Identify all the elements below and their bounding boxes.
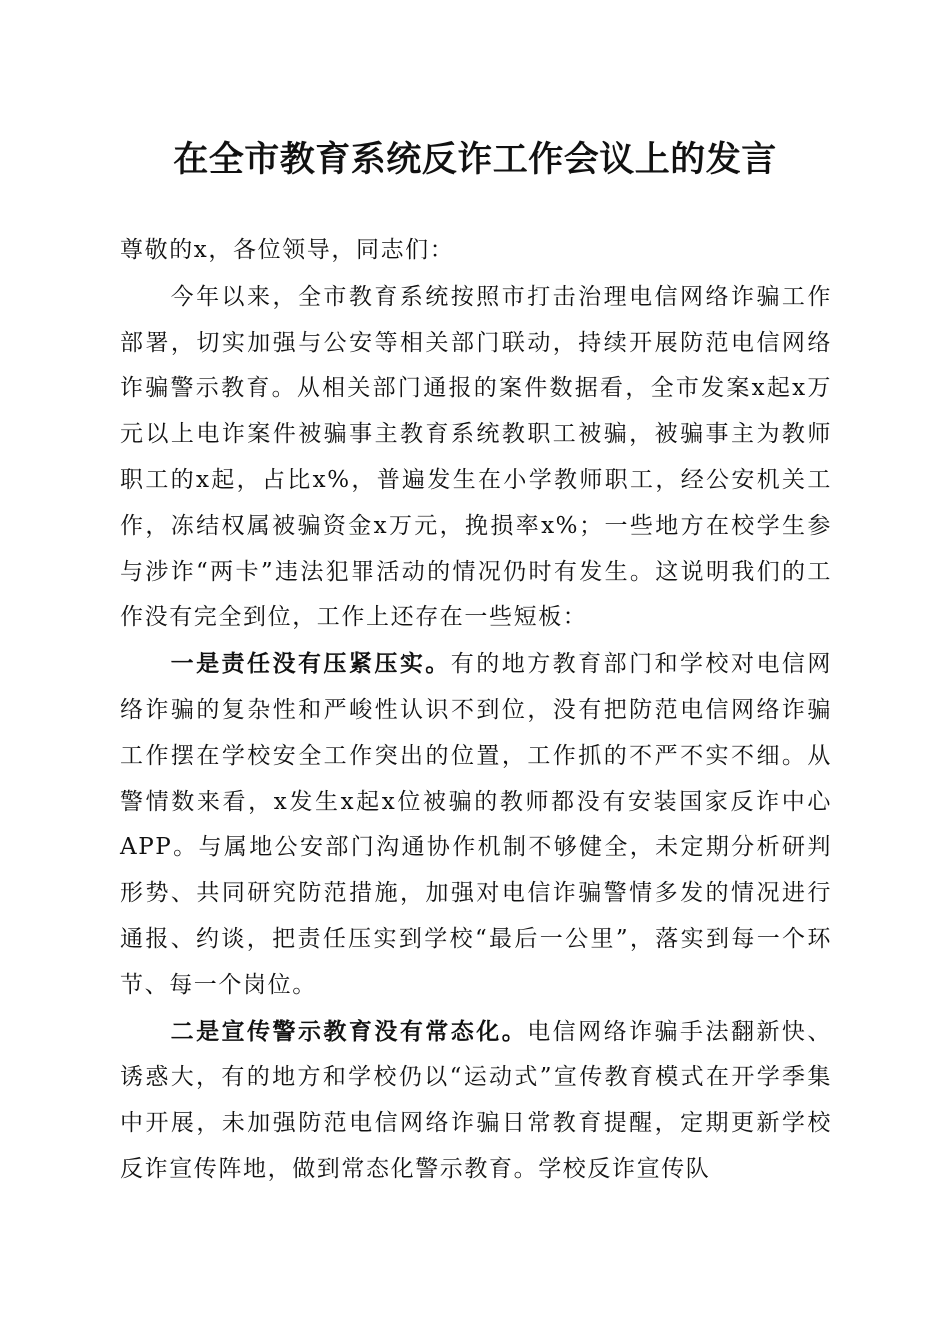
paragraph-text: 电信网络诈骗手法翻新快、诱惑大，有的地方和学校仍以“运动式”宣传教育模式在开学季集中开展，未加强防范电信网络诈骗日常教育提醒，定期更新学校反诈宣传阵地，做到常态化警示教育。学校反诈宣传队 (120, 1018, 832, 1182)
document-body (120, 228, 832, 1193)
salutation: 尊敬的x，各位领导，同志们： (120, 237, 455, 263)
paragraph-text: 今年以来，全市教育系统按照市打击治理电信网络诈骗工作部署，切实加强与公安等相关部门联动，持续开展防范电信网络诈骗警示教育。从相关部门通报的案件数据看，全市发案x起x万元以上电诈案件被骗事主教育系统教职工被骗，被骗事主为教师职工的x起，占比x%，普遍发生在小学教师职工，经公安机关工作，冻结权属被骗资金x万元，挽损率x%；一些地方在校学生参与涉诈“两卡”违法犯罪活动的情况仍时有发生。这说明我们的工作没有完全到位，工作上还存在一些短板： (120, 283, 832, 631)
paragraph-responsibility (120, 641, 832, 1008)
paragraph-lead: 一是责任没有压紧压实。 (170, 650, 451, 678)
paragraph-lead: 二是宣传警示教育没有常态化。 (170, 1017, 528, 1045)
document-title: 在全市教育系统反诈工作会议上的发言 (173, 139, 777, 180)
paragraph-text: 有的地方教育部门和学校对电信网络诈骗的复杂性和严峻性认识不到位，没有把防范电信网络诈骗工作摆在学校安全工作突出的位置，工作抓的不严不实不细。从警情数来看，x发生x起x位被骗的教师都没有安装国家反诈中心APP。与属地公安部门沟通协作机制不够健全，未定期分析研判形势、共同研究防范措施，加强对电信诈骗警情多发的情况进行通报、约谈，把责任压实到学校“最后一公里”，落实到每一个环节、每一个岗位。 (120, 651, 833, 998)
paragraph-publicity (120, 1009, 832, 1193)
paragraph-intro (120, 274, 832, 641)
